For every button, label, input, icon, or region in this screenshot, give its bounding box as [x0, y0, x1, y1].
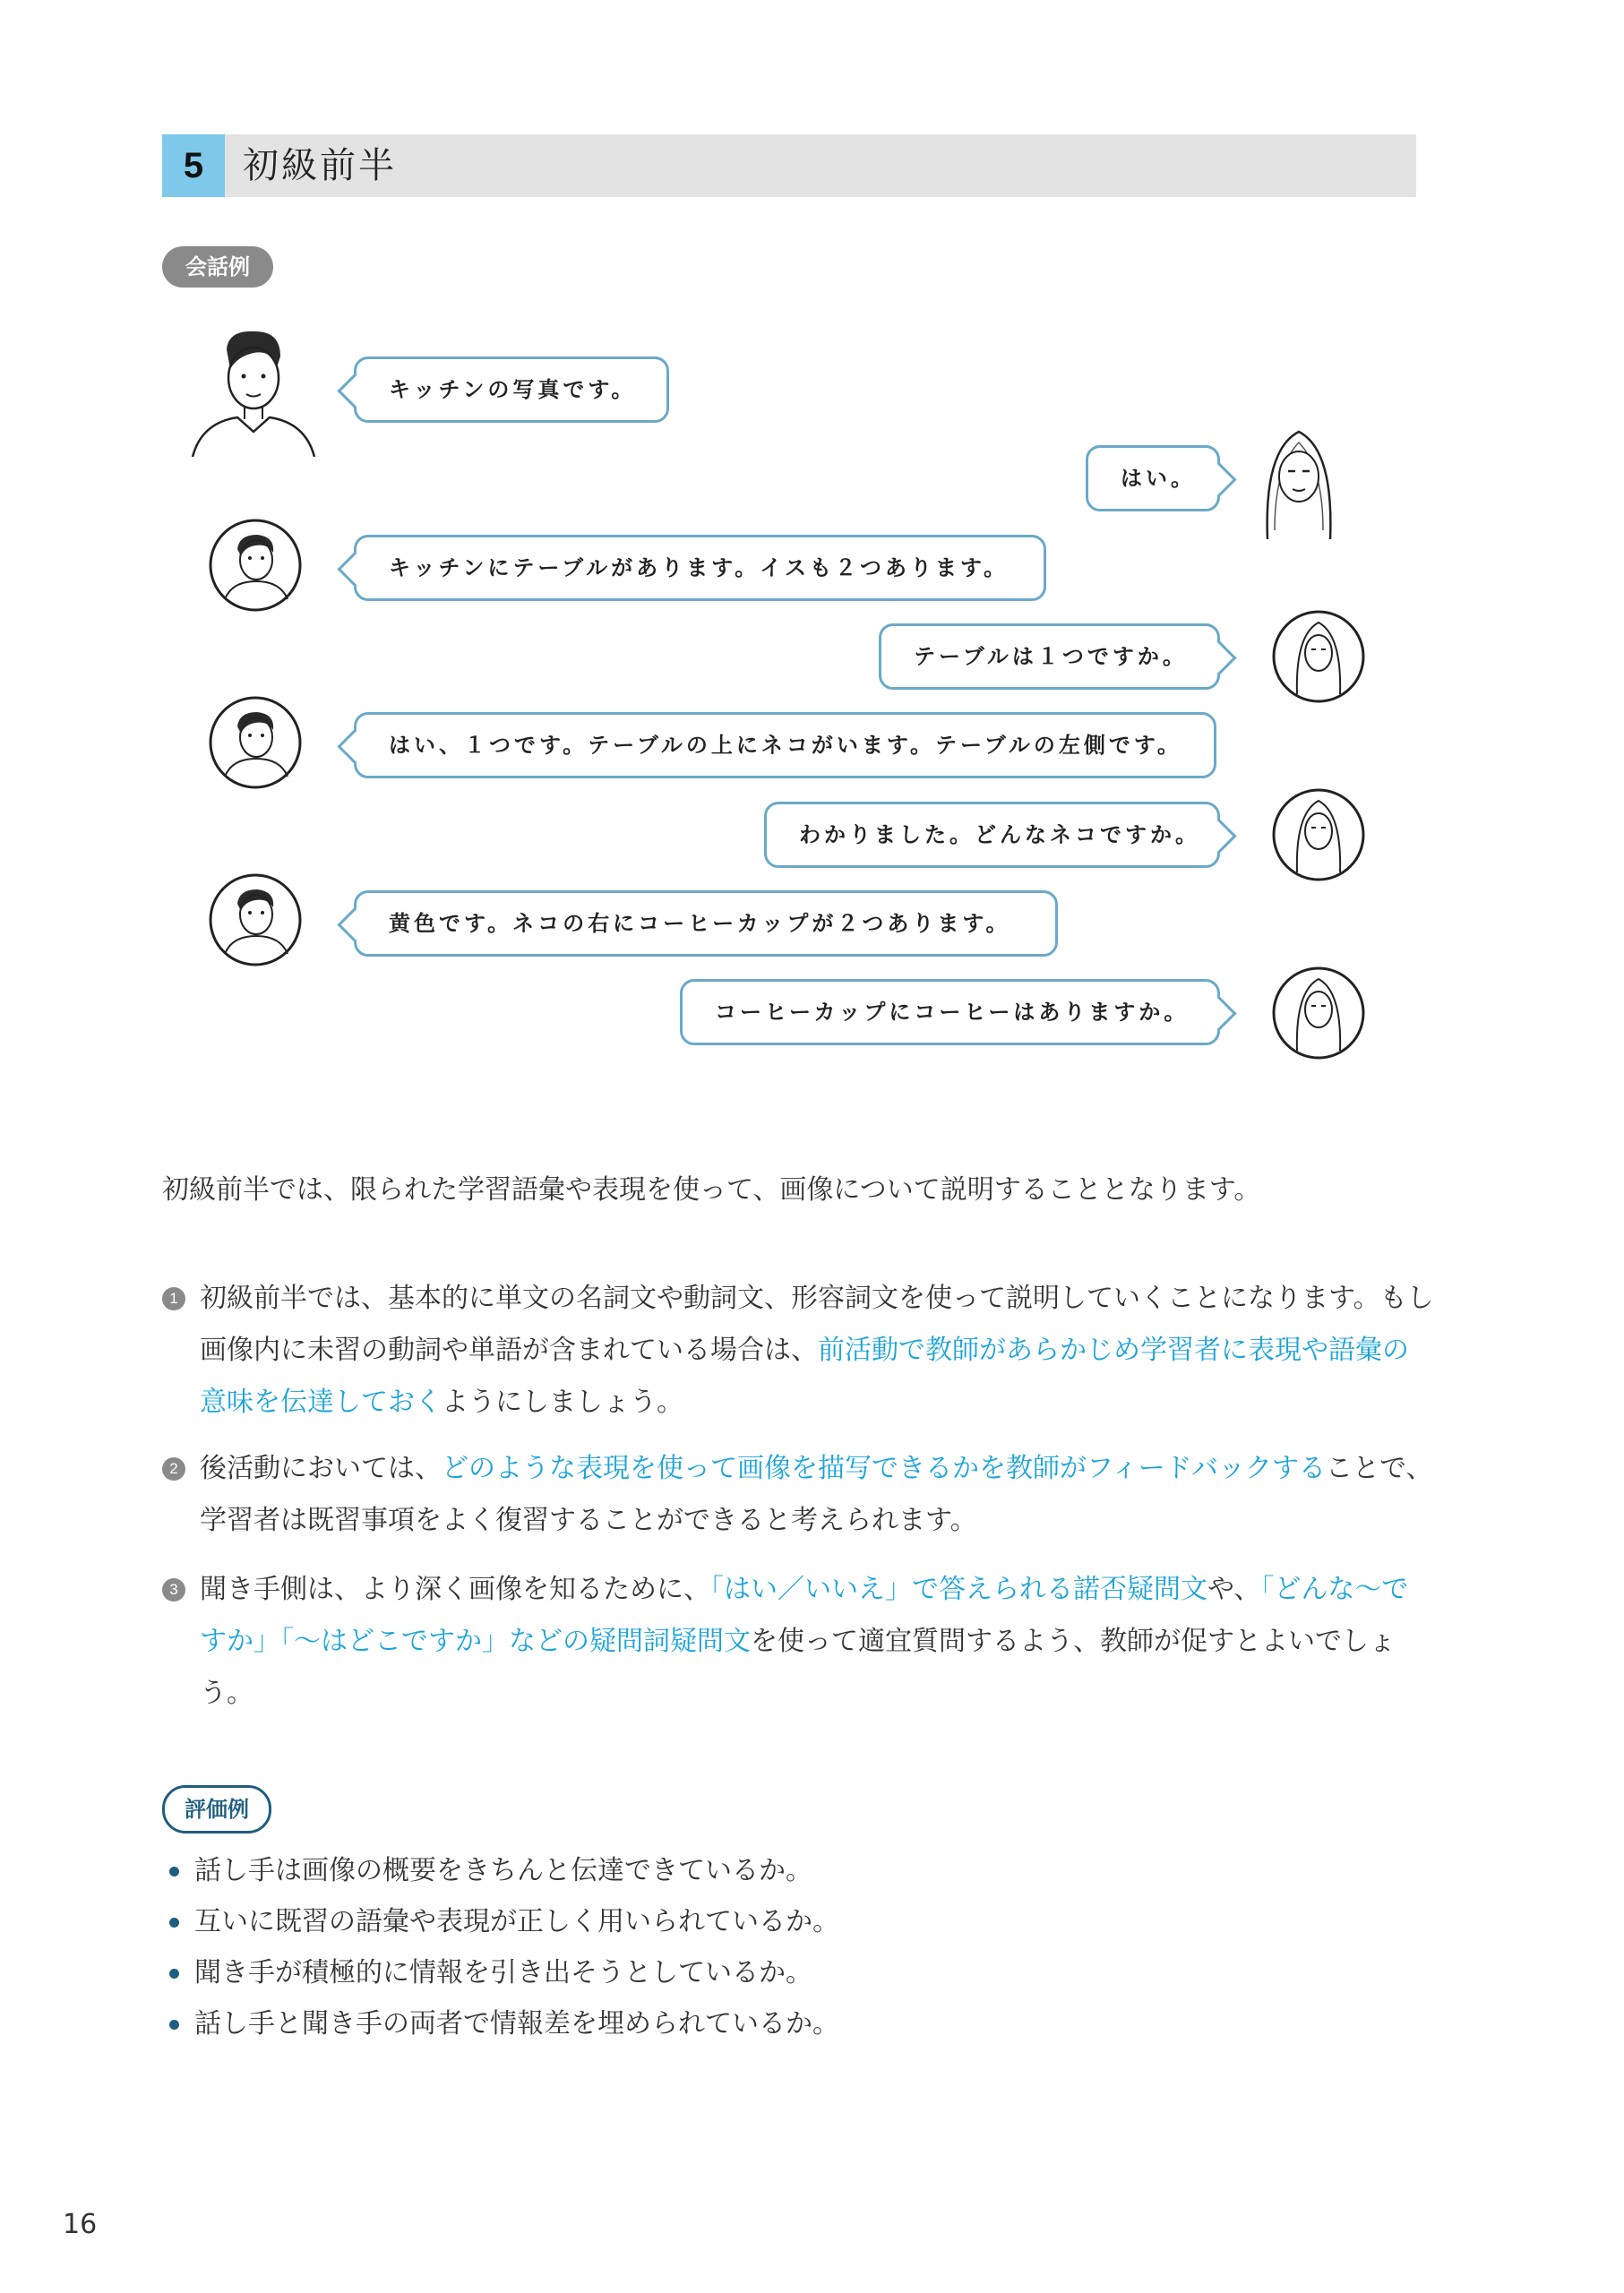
speech-bubble: はい、１つです。テーブルの上にネコがいます。テーブルの左側です。 — [354, 712, 1216, 778]
speech-bubble: 黄色です。ネコの右にコーヒーカップが２つあります。 — [354, 890, 1058, 957]
female-avatar-icon — [1232, 414, 1366, 548]
male-avatar-icon — [207, 694, 304, 791]
speech-bubble: はい。 — [1086, 445, 1220, 511]
eval-label: 評価例 — [162, 1785, 271, 1834]
item-text: や、 — [1207, 1574, 1261, 1605]
male-avatar-icon — [207, 872, 304, 968]
intro-paragraph: 初級前半では、限られた学習語彙や表現を使って、画像について説明することとなります。 — [162, 1174, 1261, 1206]
item-highlight: 「どんな〜ですか」「〜はどこですか」などの疑問詞疑問文 — [200, 1574, 1409, 1657]
speech-bubble: テーブルは１つですか。 — [879, 623, 1220, 690]
male-avatar-icon — [207, 517, 304, 614]
item-number: 3 — [162, 1578, 185, 1602]
speech-bubble: わかりました。どんなネコですか。 — [764, 802, 1220, 868]
dialog-label: 会話例 — [162, 246, 273, 288]
female-avatar-icon — [1270, 786, 1367, 883]
item-text: を使って適宜質問するよう、教師が促すとよいでしょう。 — [200, 1626, 1396, 1709]
eval-list — [162, 1845, 1416, 2049]
item-number: 2 — [162, 1457, 185, 1481]
female-avatar-icon — [1270, 608, 1367, 705]
speech-bubble: キッチンにテーブルがあります。イスも２つあります。 — [354, 535, 1046, 601]
item-text: 後活動においては、 — [200, 1453, 442, 1484]
page-number: 16 — [63, 2209, 98, 2240]
male-avatar-icon — [184, 322, 318, 457]
item-text: ことで、学習者は既習事項をよく復習することができると考えられます。 — [200, 1453, 1433, 1536]
eval-item: 互いに既習の語彙や表現が正しく用いられているか。 — [162, 1896, 1416, 1947]
item-text: ようにしましょう。 — [442, 1387, 683, 1418]
item-highlight: 「はい／いいえ」で答えられる諾否疑問文 — [710, 1574, 1207, 1605]
eval-item: 聞き手が積極的に情報を引き出そうとしているか。 — [162, 1947, 1416, 1998]
item-text: 聞き手側は、より深く画像を知るために、 — [200, 1574, 710, 1605]
speech-bubble: キッチンの写真です。 — [354, 356, 669, 423]
section-title: 初級前半 — [243, 145, 397, 186]
eval-item: 話し手は画像の概要をきちんと伝達できているか。 — [162, 1845, 1416, 1896]
item-text: 初級前半では、基本的に単文の名詞文や動詞文、形容詞文を使って説明していくことになります。もし画像内に未習の動詞や単語が含まれている場合は、 — [200, 1283, 1434, 1366]
eval-item: 話し手と聞き手の両者で情報差を埋められているか。 — [162, 1998, 1416, 2049]
dialog-area — [0, 0, 1624, 1075]
list-item — [162, 1273, 1434, 1429]
speech-bubble: コーヒーカップにコーヒーはありますか。 — [680, 979, 1220, 1045]
item-number: 1 — [162, 1287, 185, 1310]
list-item — [162, 1564, 1434, 1720]
item-highlight: どのような表現を使って画像を描写できるかを教師がフィードバックする — [442, 1453, 1326, 1484]
section-number: 5 — [162, 134, 225, 197]
list-item — [162, 1443, 1434, 1547]
item-highlight: 前活動で教師があらかじめ学習者に表現や語彙の意味を伝達しておく — [200, 1335, 1409, 1418]
female-avatar-icon — [1270, 965, 1367, 1061]
